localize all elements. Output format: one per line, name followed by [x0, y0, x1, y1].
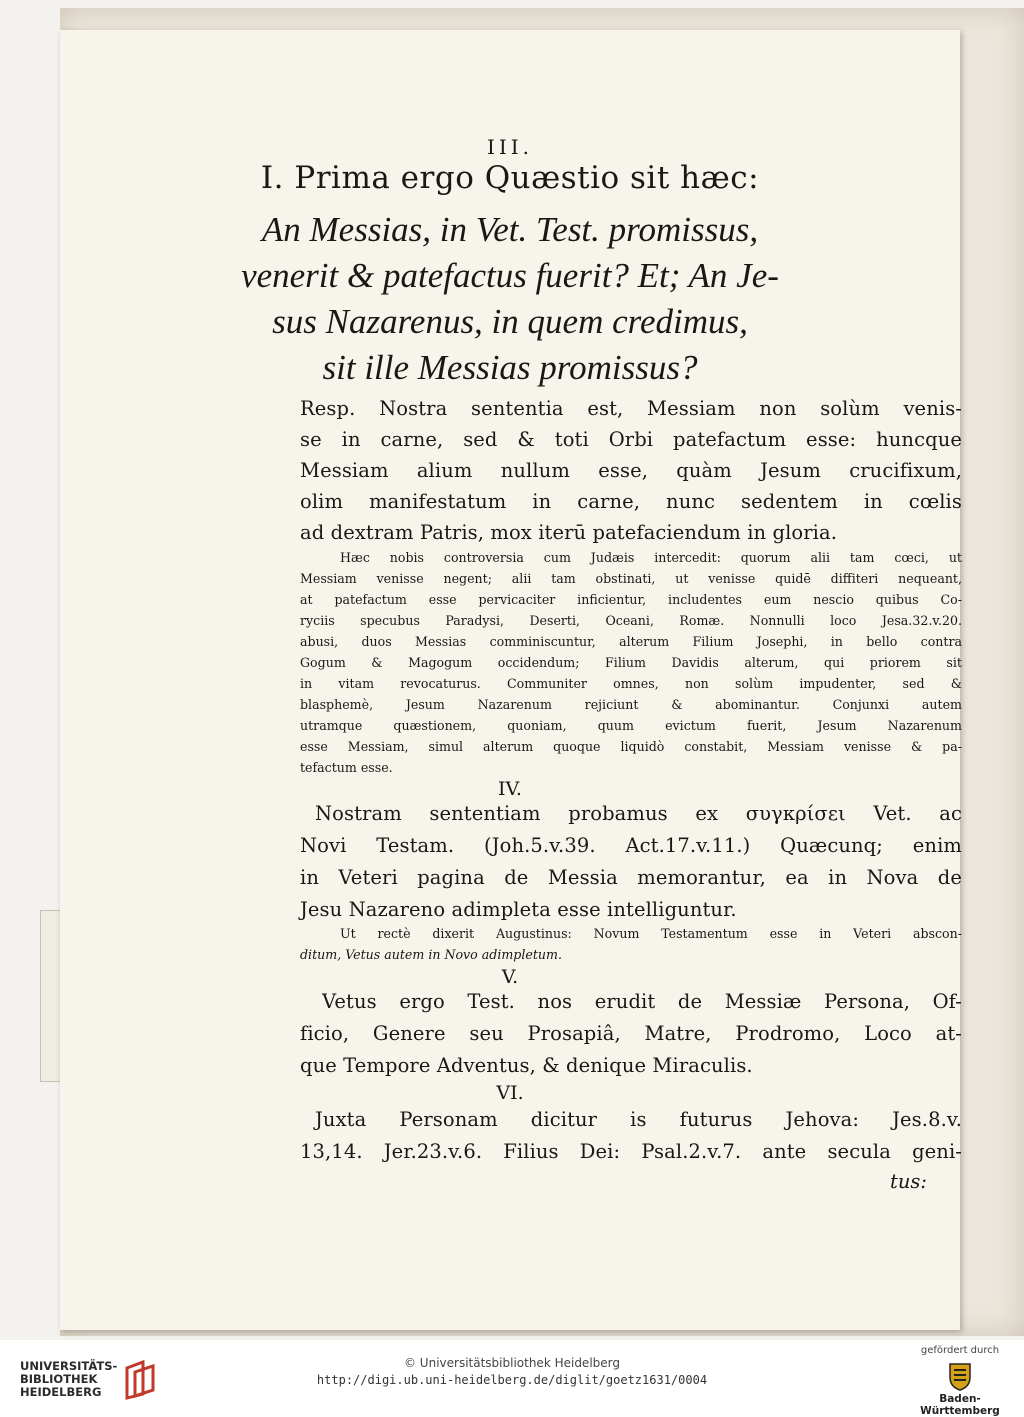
baden-wuerttemberg-crest-icon [945, 1361, 975, 1391]
note-line-10: esse Messiam, simul alterum quoque liquidò constabit, Messiam venisse & pa- [300, 739, 962, 754]
para5-line-3: que Tempore Adventus, & denique Miraculis. [300, 1054, 753, 1077]
permalink[interactable]: http://digi.ub.uni-heidelberg.de/diglit/goetz1631/0004 [316, 1373, 708, 1387]
library-name: UNIVERSITÄTS- BIBLIOTHEK HEIDELBERG [20, 1359, 118, 1399]
response-line-5: ad dextram Patris, mox iterū patefaciendum in gloria. [300, 521, 838, 544]
note-line-5: abusi, duos Messias comminiscuntur, alterum Filium Josephi, in bello contra [300, 634, 962, 649]
response-line-4: olim manifestatum in carne, nunc sedentem in cœlis [300, 490, 962, 513]
para5-line-1: Vetus ergo Test. nos erudit de Messiæ Persona, Of- [322, 990, 962, 1013]
note-line-4: ryciis specubus Paradysi, Deserti, Oceani, Romæ. Nonnulli loco Jesa.32.v.20. [300, 613, 962, 628]
question-line-1: An Messias, in Vet. Test. promissus, [261, 210, 759, 249]
page-number: III. [486, 135, 534, 159]
para4-line-4: Jesu Nazareno adimpleta esse intelliguntur. [300, 898, 737, 921]
para4-line-1: Nostram sententiam probamus ex συγκρίσει Vet. ac [315, 802, 962, 825]
para4-line-3: in Veteri pagina de Messia memorantur, ea in Nova de [300, 866, 962, 889]
note4-line-1: Ut rectè dixerit Augustinus: Novum Testamentum esse in Veteri abscon- [340, 926, 962, 941]
sponsor-block[interactable] [905, 1345, 1015, 1417]
note-line-1: Hæc nobis controversia cum Judæis intercedit: quorum alii tam cœci, ut [340, 550, 962, 565]
note-line-3: at patefactum esse pervicaciter inficientur, includentes eum nescio quibus Co- [300, 592, 962, 607]
question-line-2: venerit & patefactus fuerit? Et; An Je- [241, 256, 779, 295]
para6-line-2: 13,14. Jer.23.v.6. Filius Dei: Psal.2.v.7. ante secula geni- [300, 1140, 962, 1163]
section-heading-v: V. [501, 966, 519, 988]
para5-line-2: ficio, Genere seu Prosapiâ, Matre, Prodromo, Loco at- [300, 1022, 962, 1045]
note-line-7: in vitam revocaturus. Communiter omnes, non solùm impudenter, sed & [300, 676, 962, 691]
copyright-notice: © Universitätsbibliothek Heidelberg [403, 1356, 620, 1370]
note-line-2: Messiam venisse negent; alii tam obstinati, ut venisse quidē diffiteri nequeant, [300, 571, 962, 586]
viewer-footer [0, 1340, 1024, 1415]
note-line-8: blasphemè, Jesum Nazarenum rejiciunt & abominantur. Conjunxi autem [300, 697, 962, 712]
page-title: I. Prima ergo Quæstio sit hæc: [260, 160, 760, 196]
response-line-1: Resp. Nostra sententia est, Messiam non solùm venis- [300, 397, 962, 420]
question-line-4: sit ille Messias promissus? [322, 348, 698, 387]
sponsor-name: Baden-Württemberg [920, 1393, 1000, 1417]
note4-line-2: ditum, Vetus autem in Novo adimpletum. [300, 947, 562, 962]
note-line-11: tefactum esse. [300, 760, 393, 775]
section-heading-vi: VI. [496, 1082, 524, 1104]
book-page [60, 30, 960, 1330]
note-line-6: Gogum & Magogum occidendum; Filium Davidis alterum, qui priorem sit [300, 655, 962, 670]
note-line-9: utramque quæstionem, quoniam, quum evictum fuerit, Jesum Nazarenum [300, 718, 962, 733]
question-line-3: sus Nazarenus, in quem credimus, [272, 302, 748, 341]
para4-line-2: Novi Testam. (Joh.5.v.39. Act.17.v.11.) Quæcunq; enim [300, 834, 962, 857]
response-line-2: se in carne, sed & toti Orbi patefactum esse: huncque [300, 428, 962, 451]
section-heading-iv: IV. [498, 778, 522, 800]
para6-line-1: Juxta Personam dicitur is futurus Jehova: Jes.8.v. [315, 1108, 962, 1131]
catchword: tus: [890, 1170, 927, 1193]
sponsor-label: gefördert durch [920, 1345, 1000, 1356]
response-line-3: Messiam alium nullum esse, quàm Jesum crucifixum, [300, 459, 962, 482]
